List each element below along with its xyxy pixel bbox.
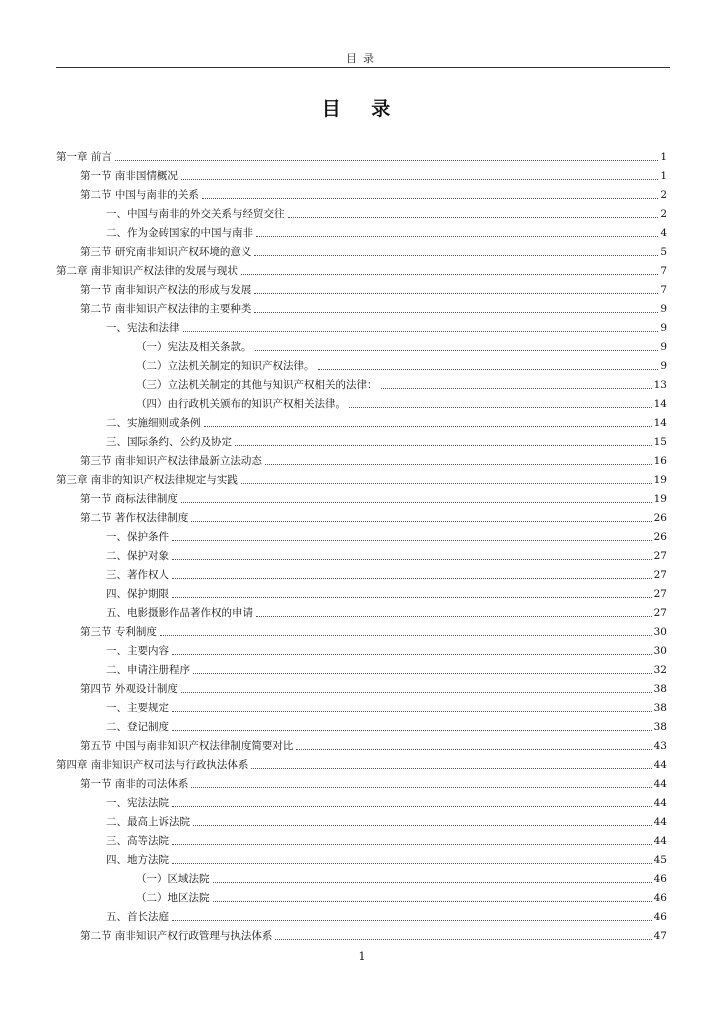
toc-entry-page: 38 [653, 683, 667, 695]
dot-leader [318, 368, 659, 370]
toc-entry-page: 7 [660, 265, 667, 277]
toc-entry-page: 14 [653, 398, 667, 410]
toc-entry-page: 14 [653, 417, 667, 429]
toc-entry-page: 43 [653, 740, 667, 752]
toc-entry[interactable] [136, 392, 667, 411]
toc-entry[interactable] [80, 487, 667, 506]
toc-entry-label: 一、宪法和法律 [106, 322, 180, 334]
dot-leader [183, 330, 659, 332]
dot-leader [213, 900, 652, 902]
toc-entry-label: 二、登记制度 [106, 721, 169, 733]
toc-entry[interactable] [106, 563, 667, 582]
header-rule [56, 67, 670, 68]
toc-entry[interactable] [136, 867, 667, 886]
toc-entry-page: 26 [653, 531, 667, 543]
dot-leader [181, 691, 652, 693]
toc-entry-label: 第二章 南非知识产权法律的发展与现状 [56, 265, 238, 277]
toc-entry-page: 44 [653, 797, 667, 809]
toc-entry-label: 第一节 南非的司法体系 [80, 778, 189, 790]
toc-entry-label: 二、最高上诉法院 [106, 816, 190, 828]
dot-leader [254, 254, 658, 256]
toc-entry[interactable] [80, 278, 667, 297]
toc-entry-page: 1 [660, 170, 667, 182]
toc-entry[interactable] [106, 829, 667, 848]
toc-entry[interactable] [106, 411, 667, 430]
toc-entry-label: （一）区域法院 [136, 873, 210, 885]
toc-entry[interactable] [80, 772, 667, 791]
toc-entry[interactable] [80, 240, 667, 259]
toc-entry[interactable] [106, 715, 667, 734]
dot-leader [381, 387, 652, 389]
toc-entry-label: 二、保护对象 [106, 550, 169, 562]
toc-entry-label: （一）宪法及相关条款。 [136, 341, 252, 353]
toc-entry[interactable] [80, 620, 667, 639]
dot-leader [172, 843, 652, 845]
toc-entry[interactable] [106, 658, 667, 677]
toc-entry-label: 第一章 前言 [56, 151, 112, 163]
toc-entry-page: 44 [653, 759, 667, 771]
toc-entry-label: 第一节 南非知识产权法的形成与发展 [80, 284, 252, 296]
toc-entry-label: 一、中国与南非的外交关系与经贸交往 [106, 208, 285, 220]
toc-entry-page: 5 [660, 246, 667, 258]
dot-leader [251, 767, 651, 769]
toc-entry-page: 9 [660, 341, 667, 353]
toc-entry-page: 44 [653, 835, 667, 847]
toc-entry-page: 7 [660, 284, 667, 296]
toc-entry[interactable] [106, 525, 667, 544]
toc-entry-page: 16 [653, 455, 667, 467]
toc-entry-page: 44 [653, 816, 667, 828]
dot-leader [172, 558, 652, 560]
toc-entry-page: 27 [653, 607, 667, 619]
dot-leader [172, 539, 652, 541]
toc-entry-page: 2 [660, 208, 667, 220]
toc-entry-label: 第五节 中国与南非知识产权法律制度简要对比 [80, 740, 294, 752]
toc-entry[interactable] [106, 639, 667, 658]
toc-entry[interactable] [56, 468, 667, 487]
dot-leader [193, 824, 652, 826]
toc-entry-label: 第二节 著作权法律制度 [80, 512, 189, 524]
toc-entry-label: 第三节 专利制度 [80, 626, 157, 638]
toc-entry-label: 一、保护条件 [106, 531, 169, 543]
dot-leader [172, 729, 652, 731]
toc-entry[interactable] [136, 354, 667, 373]
dot-leader [115, 159, 658, 161]
toc-entry[interactable] [80, 734, 667, 753]
toc-entry-label: 第四章 南非知识产权司法与行政执法体系 [56, 759, 249, 771]
toc-entry-label: 第一节 南非国情概况 [80, 170, 178, 182]
dot-leader [181, 501, 652, 503]
toc-entry-label: 第三节 研究南非知识产权环境的意义 [80, 246, 252, 258]
toc-entry-page: 9 [660, 322, 667, 334]
dot-leader [254, 311, 658, 313]
toc-entry-label: 三、著作权人 [106, 569, 169, 581]
toc-entry[interactable] [136, 373, 667, 392]
toc-entry-label: 二、作为金砖国家的中国与南非 [106, 227, 253, 239]
dot-leader [172, 710, 652, 712]
toc-entry-page: 2 [660, 189, 667, 201]
toc-entry[interactable] [106, 905, 667, 924]
toc-entry-label: 第一节 商标法律制度 [80, 493, 178, 505]
toc-entry-page: 26 [653, 512, 667, 524]
toc-entry-page: 46 [653, 911, 667, 923]
toc-entry-page: 47 [653, 930, 667, 942]
dot-leader [172, 919, 652, 921]
toc-entry[interactable] [106, 582, 667, 601]
toc-entry-page: 1 [660, 151, 667, 163]
toc-entry[interactable] [80, 449, 667, 468]
toc-entry-label: 一、主要规定 [106, 702, 169, 714]
dot-leader [204, 425, 652, 427]
toc-entry-label: 二、申请注册程序 [106, 664, 190, 676]
toc-entry-label: 三、国际条约、公约及协定 [106, 436, 232, 448]
toc-entry-page: 46 [653, 892, 667, 904]
dot-leader [265, 463, 652, 465]
toc-entry-page: 30 [653, 645, 667, 657]
toc-entry-page: 30 [653, 626, 667, 638]
toc-entry[interactable] [106, 316, 667, 335]
dot-leader [172, 653, 652, 655]
toc-entry[interactable] [80, 297, 667, 316]
toc-entry[interactable] [106, 544, 667, 563]
dot-leader [213, 881, 652, 883]
toc-entry-page: 19 [653, 474, 667, 486]
toc-entry-page: 27 [653, 569, 667, 581]
dot-leader [241, 273, 658, 275]
toc-entry[interactable] [136, 335, 667, 354]
toc-entry-label: 二、实施细则或条例 [106, 417, 201, 429]
toc-title: 目 录 [321, 98, 403, 120]
dot-leader [202, 197, 658, 199]
dot-leader [191, 520, 651, 522]
toc-entry[interactable] [56, 145, 667, 164]
dot-leader [275, 938, 651, 940]
toc-entry-page: 4 [660, 227, 667, 239]
toc-entry-label: （二）立法机关制定的知识产权法律。 [136, 360, 315, 372]
toc-entry-label: （四）由行政机关颁布的知识产权相关法律。 [136, 398, 346, 410]
toc-entry-page: 15 [653, 436, 667, 448]
dot-leader [349, 406, 652, 408]
toc-entry-label: 四、地方法院 [106, 854, 169, 866]
toc-entry[interactable] [106, 791, 667, 810]
toc-entry[interactable] [80, 183, 667, 202]
toc-entry-page: 19 [653, 493, 667, 505]
dot-leader [296, 748, 651, 750]
toc-entry[interactable] [80, 164, 667, 183]
toc-entry-label: 五、首长法庭 [106, 911, 169, 923]
toc-entry[interactable] [80, 506, 667, 525]
toc-entry-label: 四、保护期限 [106, 588, 169, 600]
toc-entry-page: 45 [653, 854, 667, 866]
toc-entry[interactable] [80, 924, 667, 943]
toc-entry-label: 三、高等法院 [106, 835, 169, 847]
dot-leader [193, 672, 652, 674]
toc-entry-label: （二）地区法院 [136, 892, 210, 904]
toc-entry-page: 32 [653, 664, 667, 676]
dot-leader [254, 292, 658, 294]
dot-leader [191, 786, 651, 788]
toc-entry-page: 13 [653, 379, 667, 391]
dot-leader [235, 444, 652, 446]
toc-entry-label: 第二节 南非知识产权法律的主要种类 [80, 303, 252, 315]
toc-entry-page: 38 [653, 721, 667, 733]
toc-entry-label: 五、电影摄影作品著作权的申请 [106, 607, 253, 619]
toc-entry[interactable] [106, 848, 667, 867]
toc-entry[interactable] [56, 753, 667, 772]
toc-entry-page: 27 [653, 588, 667, 600]
toc-entry[interactable] [106, 221, 667, 240]
toc-entry-label: 第三章 南非的知识产权法律规定与实践 [56, 474, 238, 486]
toc-entry[interactable] [106, 810, 667, 829]
toc-entry-page: 44 [653, 778, 667, 790]
dot-leader [256, 615, 652, 617]
toc-entry-label: 第三节 南非知识产权法律最新立法动态 [80, 455, 262, 467]
toc-entry-label: 一、宪法法院 [106, 797, 169, 809]
toc-entry-label: 第二节 中国与南非的关系 [80, 189, 199, 201]
toc-entry[interactable] [106, 430, 667, 449]
toc-entry-label: （三）立法机关制定的其他与知识产权相关的法律： [136, 379, 378, 391]
dot-leader [241, 482, 652, 484]
toc-entry-label: 第二节 南非知识产权行政管理与执法体系 [80, 930, 273, 942]
dot-leader [288, 216, 659, 218]
dot-leader [172, 862, 652, 864]
dot-leader [181, 178, 658, 180]
dot-leader [160, 634, 652, 636]
toc-entry[interactable] [106, 696, 667, 715]
running-header: 目录 [346, 52, 380, 65]
dot-leader [255, 349, 659, 351]
toc-entry-page: 38 [653, 702, 667, 714]
toc-entry[interactable] [106, 601, 667, 620]
page-number: 1 [358, 950, 366, 963]
toc-entry[interactable] [80, 677, 667, 696]
toc-entry-label: 第四节 外观设计制度 [80, 683, 178, 695]
toc-entry[interactable] [136, 886, 667, 905]
toc-entry-label: 一、主要内容 [106, 645, 169, 657]
toc-entry-page: 9 [660, 303, 667, 315]
toc-entry-page: 9 [660, 360, 667, 372]
dot-leader [256, 235, 658, 237]
toc-entry-page: 27 [653, 550, 667, 562]
toc-entry[interactable] [56, 259, 667, 278]
dot-leader [172, 805, 652, 807]
dot-leader [172, 596, 652, 598]
toc-entry-page: 46 [653, 873, 667, 885]
toc-entry[interactable] [106, 202, 667, 221]
dot-leader [172, 577, 652, 579]
